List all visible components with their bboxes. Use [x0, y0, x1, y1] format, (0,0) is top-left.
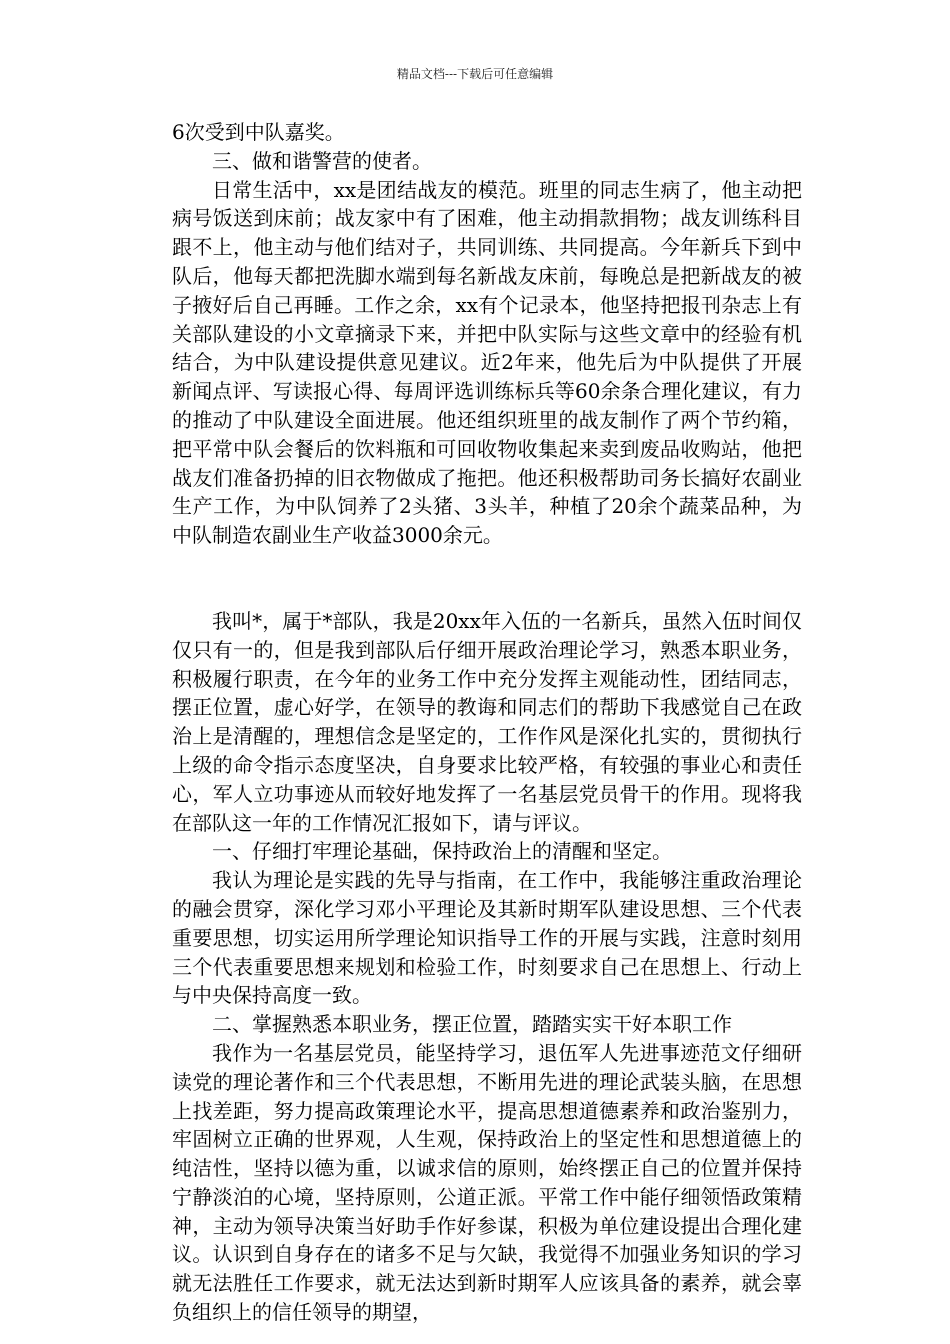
paragraph-self-intro: 我叫*，属于*部队，我是20xx年入伍的一名新兵，虽然入伍时间仅仅只有一的，但是我到部队后仔细开展政治理论学习，熟悉本职业务，积极履行职责，在今年的业务工作中充分发挥主观能动性，团结同志，摆正位置，虚心好学，在领导的教诲和同志们的帮助下我感觉自己在政治上是清醒的，理想信念是坚定的，工作作风是深化扎实的，贯彻执行上级的命令指示态度坚决，自身要求比较严格，有较强的事业心和责任心，军人立功事迹从而较好地发挥了一名基层党员骨干的作用。现将我在部队这一年的工作情况汇报如下，请与评议。 [172, 608, 802, 835]
paragraph-duty: 我作为一名基层党员，能坚持学习，退伍军人先进事迹范文仔细研读党的理论著作和三个代表思想，不断用先进的理论武装头脑，在思想上找差距，努力提高政策理论水平，提高思想道德素养和政治鉴别力，牢固树立正确的世界观，人生观，保持政治上的坚定性和思想道德上的纯洁性，坚持以德为重，以诚求信的原则，始终摆正自己的位置并保持宁静淡泊的心境，坚持原则，公道正派。平常工作中能仔细领悟政策精神，主动为领导决策当好助手作好参谋，积极为单位建设提出合理化建议。认识到自身存在的诸多不足与欠缺，我觉得不加强业务知识的学习就无法胜任工作要求，就无法达到新时期军人应该具备的素养，就会辜负组织上的信任领导的期望， [172, 1040, 802, 1325]
section-heading-2: 二、掌握熟悉本职业务，摆正位置，踏踏实实干好本职工作 [212, 1012, 732, 1037]
document-body [172, 118, 802, 1327]
page-header: 精品文档---下载后可任意编辑 [396, 67, 554, 81]
paragraph-continuation: 6次受到中队嘉奖。 [172, 120, 345, 144]
paragraph-theory: 我认为理论是实践的先导与指南，在工作中，我能够注重政治理论的融会贯穿，深化学习邓小平理论及其新时期军队建设思想、三个代表重要思想，切实运用所学理论知识指导工作的开展与实践，注意时刻用三个代表重要思想来规划和检验工作，时刻要求自己在思想上、行动上与中央保持高度一致。 [172, 868, 802, 1008]
section-heading-3: 三、做和谐警营的使者。 [212, 148, 432, 173]
paragraph-daily-life: 日常生活中，xx是团结战友的模范。班里的同志生病了，他主动把病号饭送到床前；战友家中有了困难，他主动捐款捐物；战友训练科目跟不上，他主动与他们结对子，共同训练、共同提高。今年新兵下到中队后，他每天都把洗脚水端到每名新战友床前，每晚总是把新战友的被子掖好后自己再睡。工作之余，xx有个记录本，他坚持把报刊杂志上有关部队建设的小文章摘录下来，并把中队实际与这些文章中的经验有机结合，为中队建设提供意见建议。近2年来，他先后为中队提供了开展新闻点评、写读报心得、每周评选训练标兵等60余条合理化建议，有力的推动了中队建设全面进展。他还组织班里的战友制作了两个节约箱，把平常中队会餐后的饮料瓶和可回收物收集起来卖到废品收购站，他把战友们准备扔掉的旧衣物做成了拖把。他还积极帮助司务长搞好农副业生产工作，为中队饲养了2头猪、3头羊，种植了20余个蔬菜品种，为中队制造农副业生产收益3000余元。 [172, 177, 802, 548]
section-heading-1: 一、仔细打牢理论基础，保持政治上的清醒和坚定。 [212, 839, 672, 864]
section-gap [172, 550, 802, 607]
